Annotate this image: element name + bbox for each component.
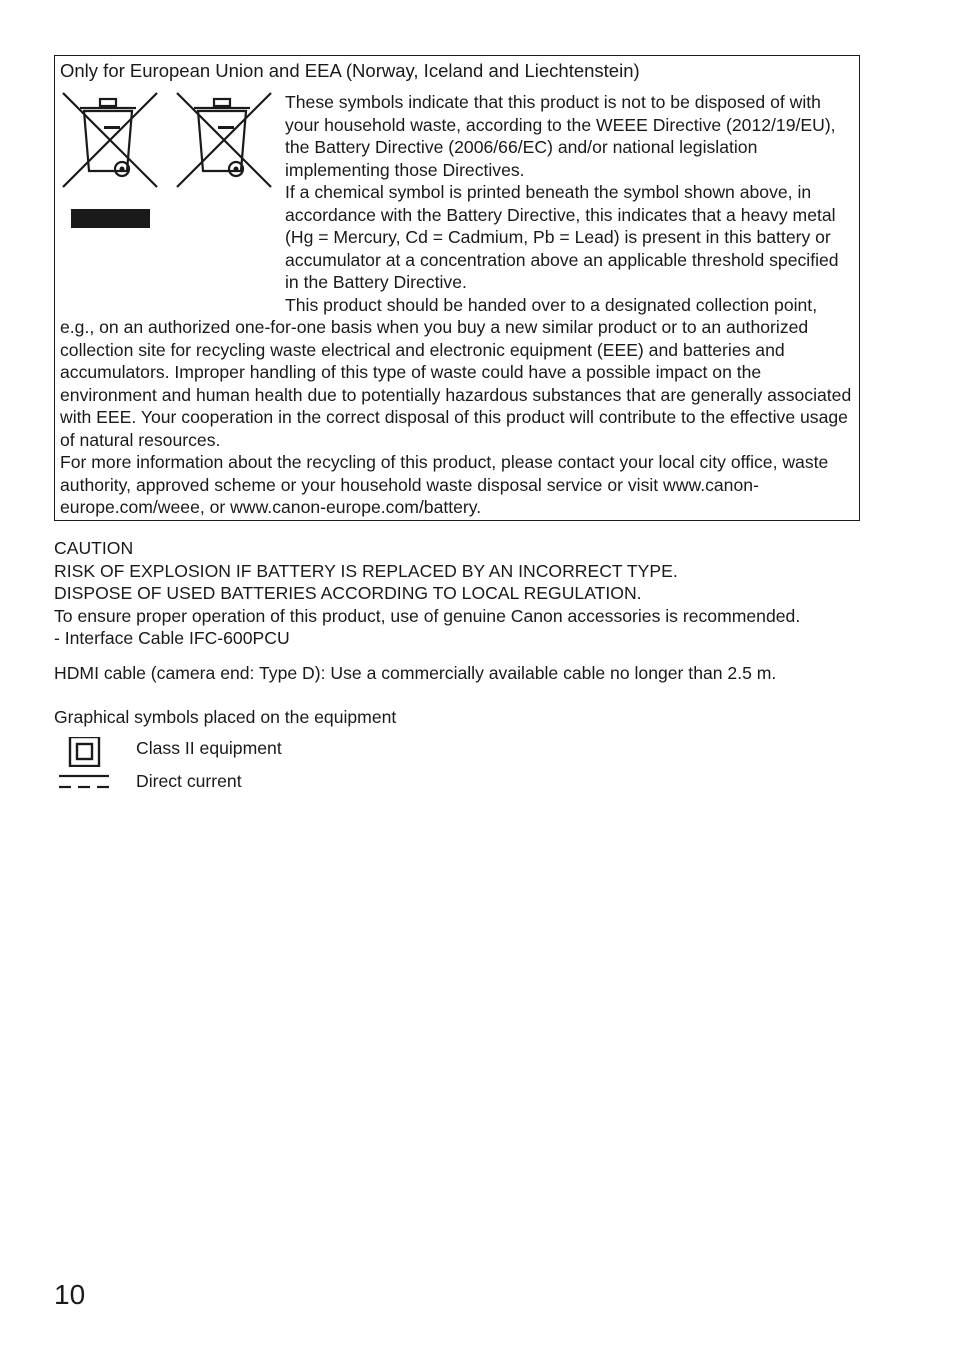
weee-symbols	[60, 91, 285, 301]
notices-section	[54, 537, 874, 803]
caution-line-accessories: To ensure proper operation of this product, use of genuine Canon accessories is recommended.	[54, 605, 801, 626]
crossed-out-wheelie-bin-icon	[174, 91, 274, 191]
direct-current-label: Direct current	[136, 770, 242, 791]
caution-line-cable: - Interface Cable IFC-600PCU	[54, 628, 290, 648]
weee-paragraph: These symbols indicate that this product is not to be disposed of with your household waste, according to the WEEE Directive (2012/19/EU), the Battery Directive (2006/66/EC) and/or national legislation implementing those Directives.	[285, 92, 836, 180]
class-ii-double-square-icon	[54, 737, 114, 767]
symbol-row-direct-current	[54, 770, 874, 803]
crossed-out-wheelie-bin-icon	[60, 91, 160, 191]
symbols-heading: Graphical symbols placed on the equipment	[54, 707, 397, 727]
caution-heading: CAUTION	[54, 538, 134, 558]
page-number: 10	[54, 1279, 86, 1310]
battery-paragraph: If a chemical symbol is printed beneath the symbol shown above, in accordance with the Battery Directive, this indicates that a heavy metal (Hg = Mercury, Cd = Cadmium, Pb = Lead) is present in this battery or accumulator at a concentration above an applicable threshold specified in the Battery Directive.	[285, 182, 839, 292]
hdmi-note: HDMI cable (camera end: Type D): Use a commercially available cable no longer than 2.5 m.	[54, 662, 777, 683]
caution-line-explosion: RISK OF EXPLOSION IF BATTERY IS REPLACED BY AN INCORRECT TYPE.	[54, 560, 678, 581]
class-ii-label: Class II equipment	[136, 737, 282, 758]
collection-paragraph: This product should be handed over to a designated collection point, e.g., on an authorized one-for-one basis when you buy a new similar product or to an authorized collection site for recycling waste electrical and electronic equipment (EEE) and batteries and accumulators. Improper handling of this type of waste could have a possible impact on the environment and human health due to potentially hazardous substances that are generally associated with EEE. Your cooperation in the correct disposal of this product will contribute to the effective usage of natural resources.	[60, 294, 852, 450]
eu-disposal-box	[54, 55, 860, 521]
symbol-row-class-ii	[54, 737, 874, 770]
more-info-paragraph: For more information about the recycling of this product, please contact your local city office, waste authority, approved scheme or your household waste disposal service or visit www.canon-europe.com/weee, or www.canon-europe.com/battery.	[60, 452, 829, 517]
caution-line-dispose: DISPOSE OF USED BATTERIES ACCORDING TO LOCAL REGULATION.	[54, 583, 642, 603]
direct-current-icon	[54, 770, 114, 800]
chemical-symbol-bar	[71, 209, 150, 228]
eu-box-title: Only for European Union and EEA (Norway, Iceland and Liechtenstein)	[60, 60, 640, 81]
